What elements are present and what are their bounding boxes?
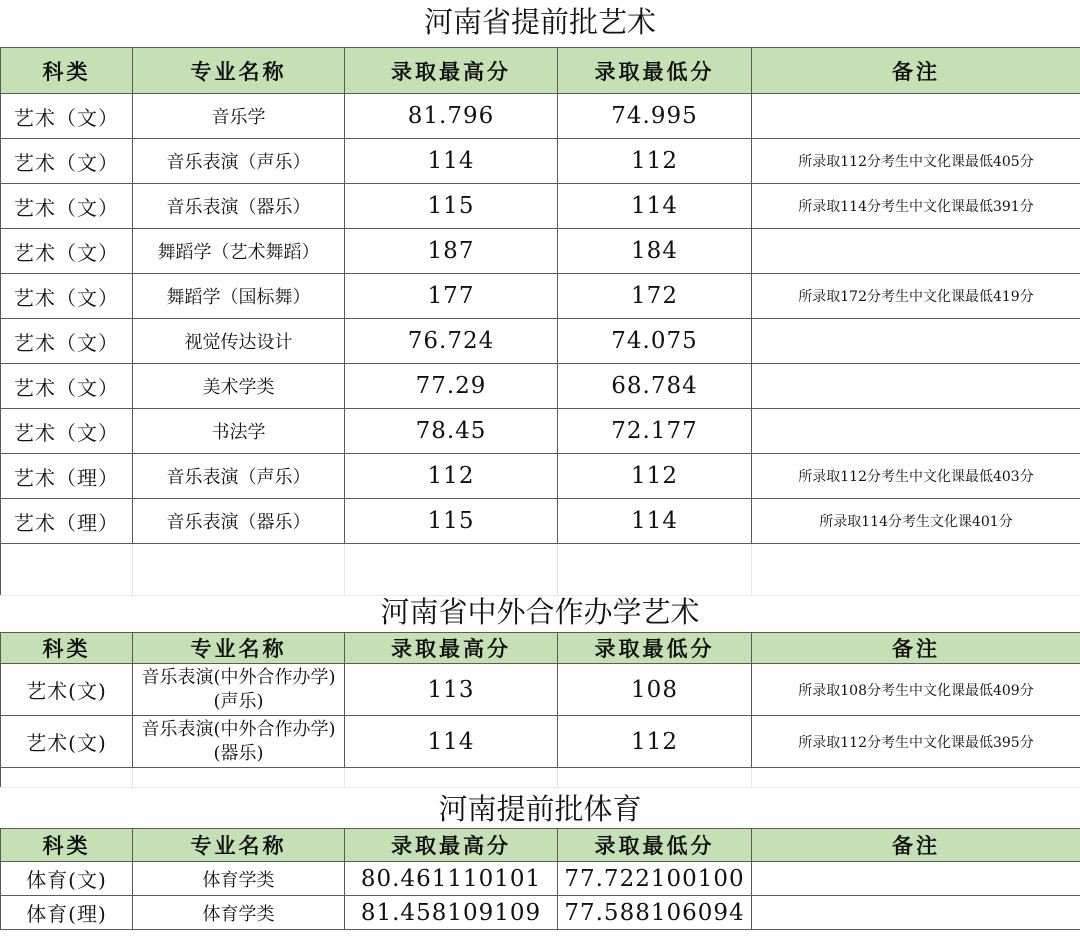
section-title-sports-early: 河南提前批体育 [438,792,642,826]
cell-note: 所录取112分考生中文化课最低405分 [752,139,1080,184]
cell-category: 艺术（理） [1,499,133,544]
cell-major: 音乐表演（声乐） [133,139,345,184]
cell-max-score: 115 [345,184,558,229]
header-category: 科类 [1,48,133,94]
cell-max-score: 81.796 [345,94,558,139]
cell-min-score: 112 [558,454,752,499]
cell-major: 音乐表演(中外合作办学)(器乐) [133,716,345,768]
cell-min-score: 114 [558,499,752,544]
table-header-row [1,633,1080,664]
cell-note: 所录取172分考生中文化课最低419分 [752,274,1080,319]
cell-category: 艺术（理） [1,454,133,499]
table-header-row [1,48,1080,94]
cell-max-score: 80.461110101 [345,862,558,896]
header-category: 科类 [1,829,133,862]
table-sports-early [0,828,1080,930]
cell-major: 音乐表演(中外合作办学)(声乐) [133,664,345,716]
cell-note [752,364,1080,409]
cell-category: 体育(文) [1,862,133,896]
table-row [1,862,1080,896]
cell-note [752,319,1080,364]
cell-major: 舞蹈学（国标舞） [133,274,345,319]
header-min-score: 录取最低分 [558,633,752,664]
cell-category: 体育(理) [1,896,133,930]
cell-max-score: 114 [345,716,558,768]
blank-row [1,544,1080,596]
cell-max-score: 187 [345,229,558,274]
header-max-score: 录取最高分 [345,633,558,664]
table-row [1,716,1080,768]
cell-category: 艺术（文） [1,409,133,454]
header-min-score: 录取最低分 [558,48,752,94]
table-row [1,274,1080,319]
header-min-score: 录取最低分 [558,829,752,862]
header-category: 科类 [1,633,133,664]
cell-min-score: 74.075 [558,319,752,364]
cell-major: 舞蹈学（艺术舞蹈） [133,229,345,274]
blank-row [1,768,1080,788]
cell-major: 音乐表演（器乐） [133,184,345,229]
table-row [1,664,1080,716]
section-title-art-early: 河南省提前批艺术 [423,5,656,39]
cell-max-score: 113 [345,664,558,716]
cell-major: 视觉传达设计 [133,319,345,364]
cell-max-score: 177 [345,274,558,319]
cell-category: 艺术（文） [1,184,133,229]
cell-category: 艺术（文） [1,319,133,364]
cell-min-score: 108 [558,664,752,716]
table-row [1,409,1080,454]
cell-category: 艺术（文） [1,139,133,184]
header-max-score: 录取最高分 [345,829,558,862]
table-art-early [0,47,1080,596]
cell-min-score: 77.722100100 [558,862,752,896]
table-header-row [1,829,1080,862]
cell-max-score: 76.724 [345,319,558,364]
cell-major: 音乐表演（声乐） [133,454,345,499]
table-row [1,364,1080,409]
cell-note: 所录取112分考生中文化课最低403分 [752,454,1080,499]
cell-min-score: 112 [558,716,752,768]
table-row [1,454,1080,499]
cell-max-score: 112 [345,454,558,499]
cell-max-score: 114 [345,139,558,184]
header-major: 专业名称 [133,48,345,94]
header-note: 备注 [752,633,1080,664]
header-major: 专业名称 [133,829,345,862]
cell-category: 艺术（文） [1,94,133,139]
cell-max-score: 78.45 [345,409,558,454]
cell-major: 书法学 [133,409,345,454]
cell-note: 所录取112分考生中文化课最低395分 [752,716,1080,768]
cell-min-score: 68.784 [558,364,752,409]
header-max-score: 录取最高分 [345,48,558,94]
cell-note [752,229,1080,274]
cell-category: 艺术（文） [1,274,133,319]
cell-major: 音乐学 [133,94,345,139]
cell-min-score: 184 [558,229,752,274]
table-row [1,184,1080,229]
table-row [1,94,1080,139]
cell-major: 美术学类 [133,364,345,409]
cell-category: 艺术(文) [1,664,133,716]
cell-min-score: 77.588106094 [558,896,752,930]
header-major: 专业名称 [133,633,345,664]
header-note: 备注 [752,48,1080,94]
cell-min-score: 114 [558,184,752,229]
cell-major: 体育学类 [133,896,345,930]
cell-note [752,862,1080,896]
cell-category: 艺术（文） [1,229,133,274]
cell-max-score: 77.29 [345,364,558,409]
cell-category: 艺术(文) [1,716,133,768]
cell-note: 所录取108分考生中文化课最低409分 [752,664,1080,716]
cell-min-score: 74.995 [558,94,752,139]
table-art-cooperative [0,632,1080,788]
table-row [1,139,1080,184]
cell-max-score: 115 [345,499,558,544]
cell-note [752,409,1080,454]
cell-note [752,896,1080,930]
cell-max-score: 81.458109109 [345,896,558,930]
header-note: 备注 [752,829,1080,862]
table-row [1,499,1080,544]
cell-note: 所录取114分考生文化课401分 [752,499,1080,544]
cell-major: 体育学类 [133,862,345,896]
cell-min-score: 72.177 [558,409,752,454]
cell-min-score: 172 [558,274,752,319]
cell-major: 音乐表演（器乐） [133,499,345,544]
table-row [1,229,1080,274]
section-title-art-cooperative: 河南省中外合作办学艺术 [380,595,700,629]
table-row [1,319,1080,364]
cell-category: 艺术（文） [1,364,133,409]
cell-note [752,94,1080,139]
cell-note: 所录取114分考生中文化课最低391分 [752,184,1080,229]
cell-min-score: 112 [558,139,752,184]
table-row [1,896,1080,930]
